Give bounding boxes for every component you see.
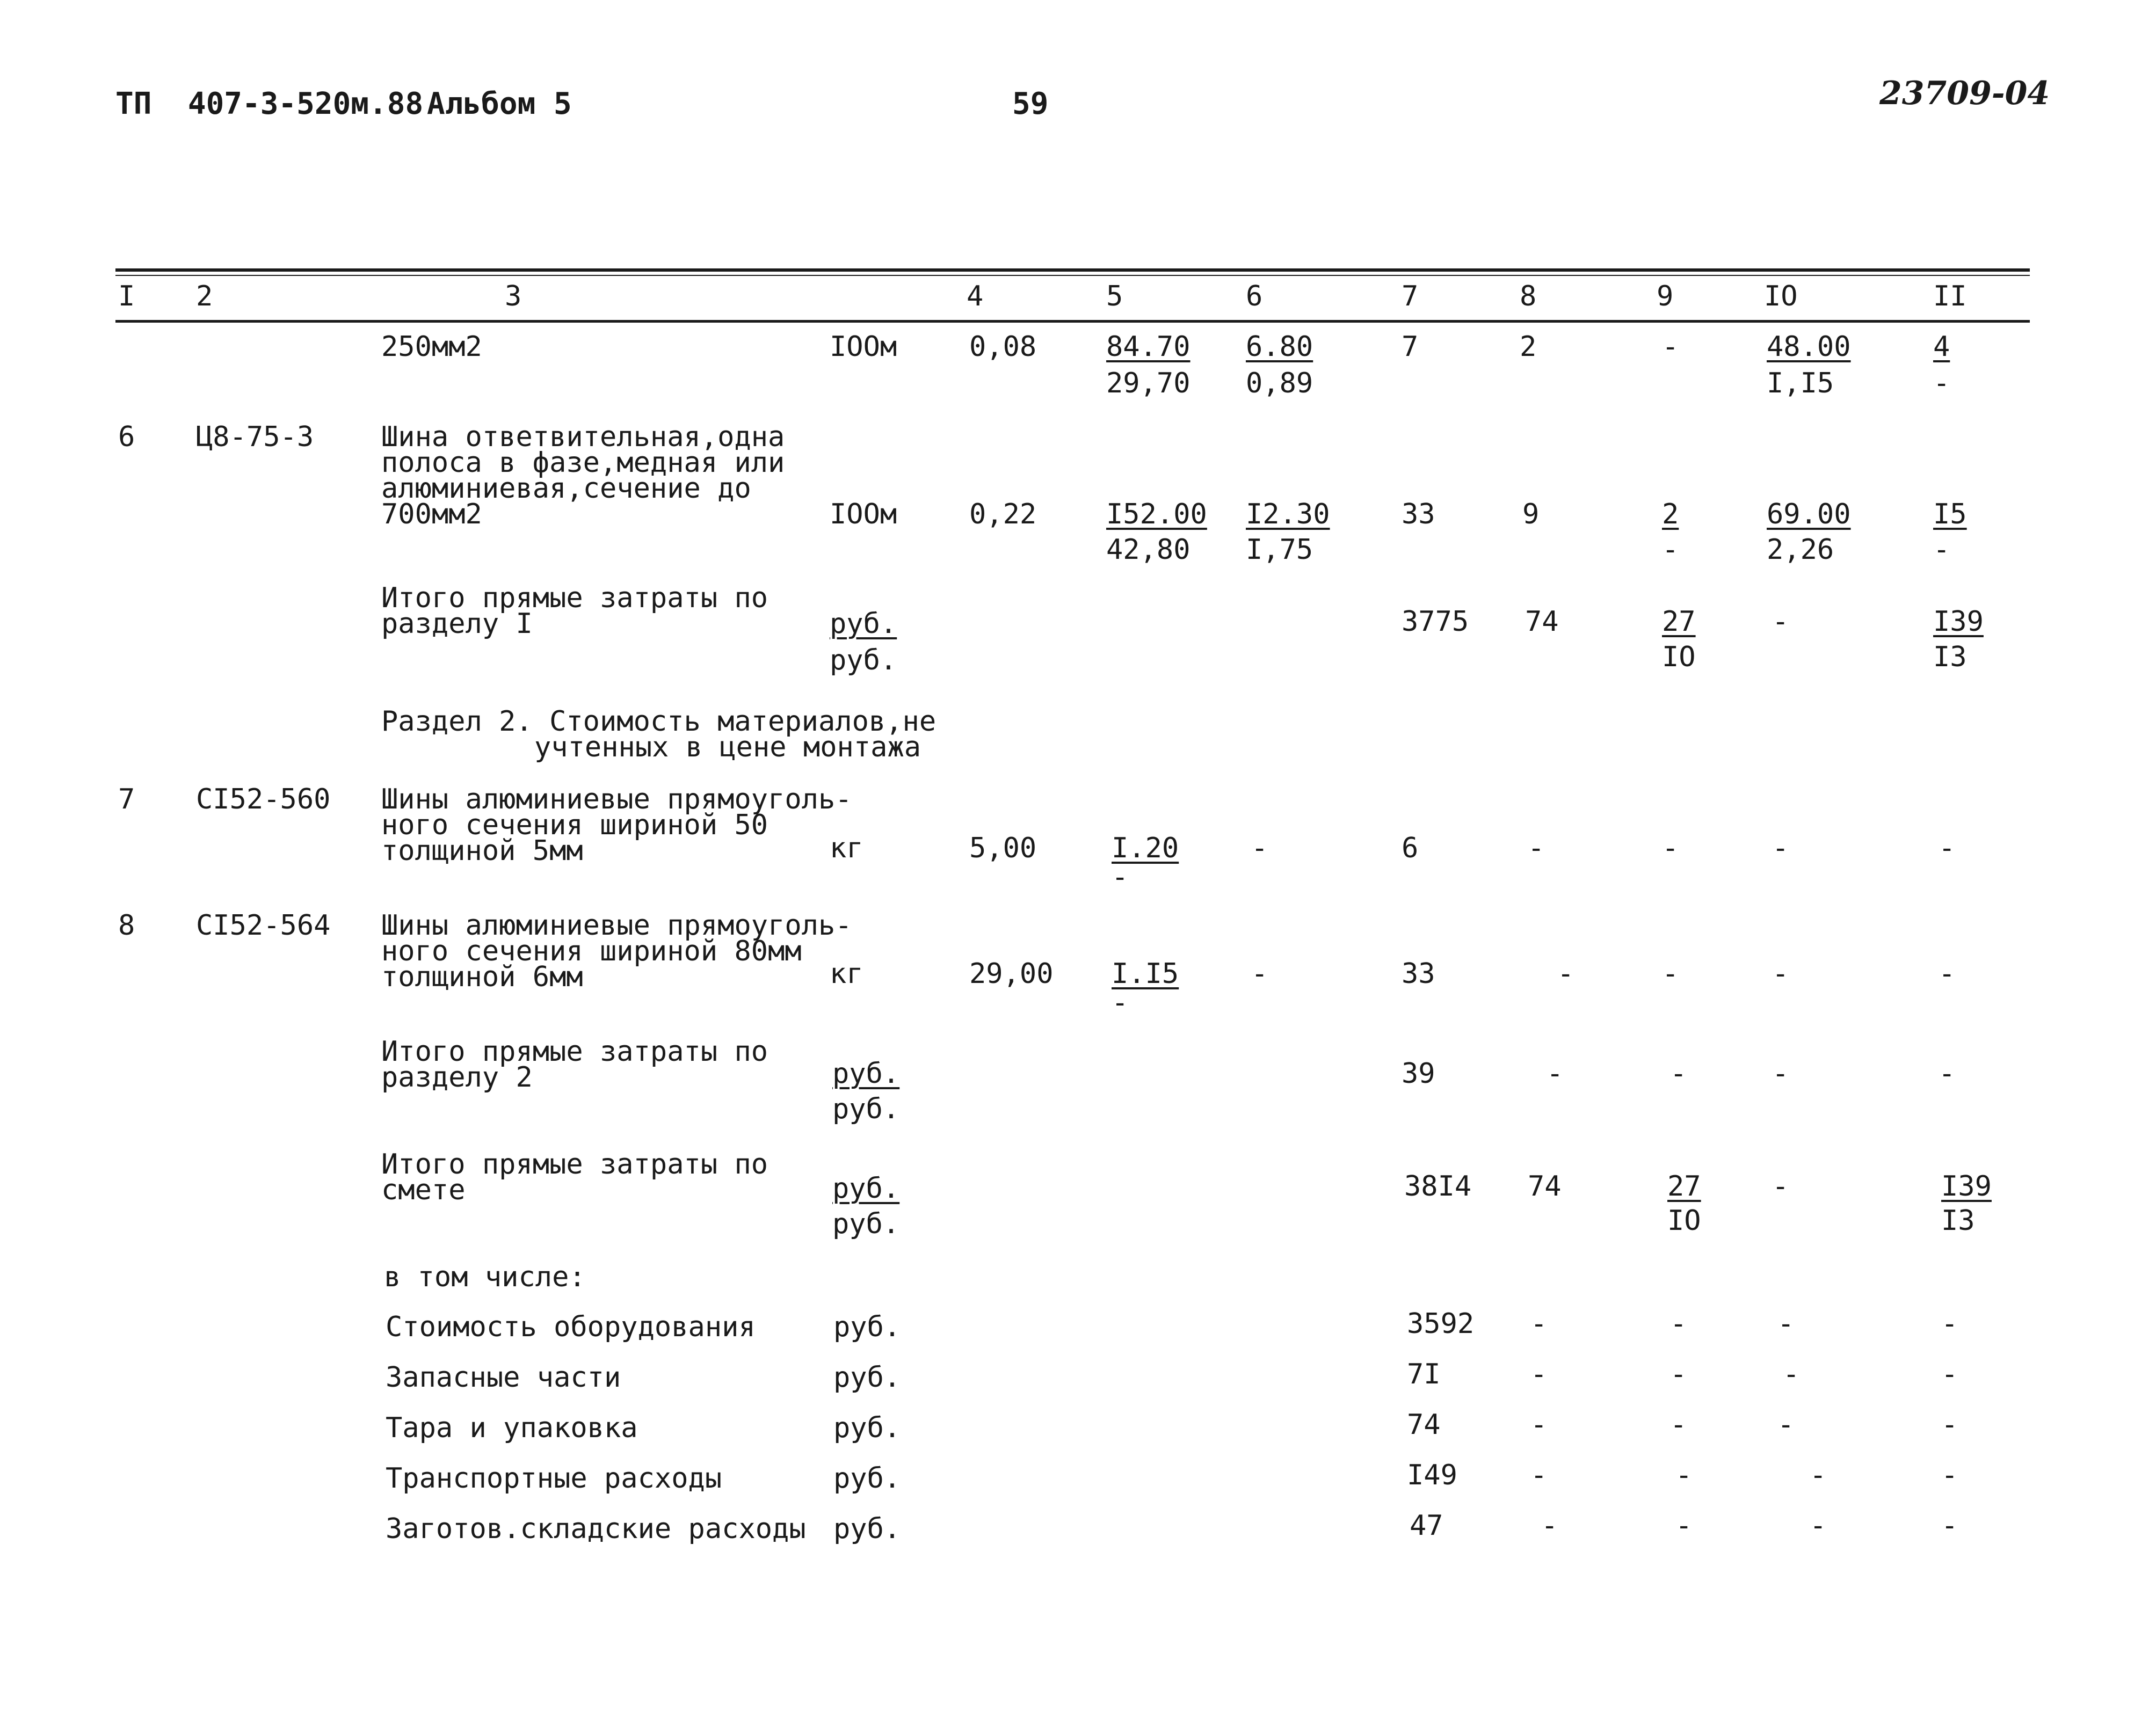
- col7: 3592: [1407, 1308, 1475, 1340]
- row-number: 7: [118, 783, 135, 815]
- subtotal-label-line: Итого прямые затраты по: [381, 582, 768, 614]
- subtotal-label-line: разделу I: [381, 608, 533, 640]
- col5-top: I.20: [1112, 832, 1179, 864]
- col7: 7I: [1407, 1358, 1441, 1390]
- col11: -: [1941, 1459, 1958, 1491]
- column-header: 7: [1402, 280, 1419, 312]
- quantity: 5,00: [969, 832, 1037, 864]
- col9: -: [1662, 958, 1679, 990]
- unit-top: руб.: [832, 1058, 900, 1090]
- col8: 74: [1525, 606, 1559, 638]
- col7: 74: [1407, 1409, 1441, 1441]
- quantity: 29,00: [969, 958, 1054, 990]
- col11-bottom: I3: [1941, 1205, 1975, 1237]
- column-header: 2: [196, 280, 213, 312]
- subtotal-label-line: разделу 2: [381, 1061, 533, 1094]
- col6-bottom: I,75: [1246, 534, 1313, 566]
- column-header: 3: [505, 280, 522, 312]
- col9: -: [1662, 331, 1679, 363]
- document-code: ТП 407-3-520м.88: [115, 86, 424, 121]
- col7: 3775: [1402, 606, 1469, 638]
- column-header: I: [118, 280, 135, 312]
- col10: -: [1777, 1409, 1795, 1441]
- including-label: в том числе:: [384, 1261, 586, 1293]
- col6: -: [1251, 958, 1268, 990]
- col10-bottom: 2,26: [1767, 534, 1834, 566]
- col5-bottom: -: [1112, 861, 1129, 893]
- col9: -: [1670, 1308, 1687, 1340]
- col11-top: I5: [1933, 498, 1967, 530]
- unit: кг: [830, 832, 863, 864]
- page-number: 59: [1012, 86, 1049, 121]
- item-name-line: Шина ответвительная,одна: [381, 421, 785, 453]
- col10: -: [1777, 1308, 1795, 1340]
- unit: руб.: [833, 1311, 901, 1343]
- unit: руб.: [833, 1513, 901, 1545]
- col9: -: [1662, 832, 1679, 864]
- col11-bottom: -: [1933, 534, 1950, 566]
- col10: -: [1783, 1358, 1800, 1390]
- col5-top: I52.00: [1106, 498, 1207, 530]
- col9: -: [1675, 1510, 1693, 1542]
- col8: -: [1541, 1510, 1558, 1542]
- row-number: 8: [118, 909, 135, 942]
- header-bottom-rule: [115, 320, 2030, 323]
- subtotal-label-line: Итого прямые затраты по: [381, 1036, 768, 1068]
- col6: -: [1251, 832, 1268, 864]
- col10-bottom: I,I5: [1767, 367, 1834, 399]
- item-name-line: Шины алюминиевые прямоуголь-: [381, 783, 852, 815]
- col9-bottom: -: [1662, 534, 1679, 566]
- col7: I49: [1407, 1459, 1457, 1491]
- col11-top: I39: [1933, 606, 1984, 638]
- col7: 7: [1402, 331, 1419, 363]
- total-label-line: смете: [381, 1174, 466, 1206]
- col10: -: [1772, 1170, 1789, 1203]
- breakdown-name: Тара и упаковка: [386, 1412, 638, 1444]
- col5-bottom: -: [1112, 987, 1129, 1019]
- col5-bottom: 29,70: [1106, 367, 1190, 399]
- unit: IOOм: [830, 498, 897, 530]
- col8: 74: [1528, 1170, 1562, 1203]
- item-name-line: ного сечения шириной 50: [381, 809, 768, 841]
- item-name: 250мм2: [381, 331, 482, 363]
- unit-bottom: руб.: [832, 1093, 900, 1125]
- column-header: 4: [967, 280, 984, 312]
- col6-bottom: 0,89: [1246, 367, 1313, 399]
- col9-bottom: IO: [1662, 641, 1696, 673]
- unit-bottom: руб.: [832, 1208, 900, 1240]
- col11: -: [1941, 1409, 1958, 1441]
- album-label: Альбом 5: [427, 86, 572, 121]
- col8: -: [1530, 1459, 1548, 1491]
- col10: -: [1810, 1459, 1827, 1491]
- col10-top: 69.00: [1767, 498, 1851, 530]
- col11: -: [1941, 1308, 1958, 1340]
- col10: -: [1772, 606, 1789, 638]
- col8: -: [1530, 1358, 1548, 1390]
- col5-bottom: 42,80: [1106, 534, 1190, 566]
- col8: -: [1557, 958, 1574, 990]
- unit: руб.: [833, 1462, 901, 1495]
- col5-top: 84.70: [1106, 331, 1190, 363]
- column-header: 9: [1657, 280, 1674, 312]
- unit-top: руб.: [830, 608, 897, 640]
- table-top-rule: [115, 268, 2030, 272]
- col10: -: [1772, 958, 1789, 990]
- col9-top: 27: [1667, 1170, 1701, 1203]
- total-label-line: Итого прямые затраты по: [381, 1148, 768, 1181]
- item-name-line: полоса в фазе,медная или: [381, 447, 785, 479]
- col9: -: [1670, 1058, 1687, 1090]
- col11-bottom: I3: [1933, 641, 1967, 673]
- col10: -: [1810, 1510, 1827, 1542]
- col7: 39: [1402, 1058, 1435, 1090]
- col8: -: [1530, 1409, 1548, 1441]
- col9: -: [1670, 1358, 1687, 1390]
- col11: -: [1941, 1358, 1958, 1390]
- column-header: II: [1933, 280, 1967, 312]
- col9: -: [1675, 1459, 1693, 1491]
- row-number: 6: [118, 421, 135, 453]
- table-top-rule-thin: [115, 275, 2030, 276]
- breakdown-name: Запасные части: [386, 1361, 621, 1394]
- item-code: CI52-560: [196, 783, 331, 815]
- inventory-number: 23709-04: [1879, 75, 2050, 112]
- col9: -: [1670, 1409, 1687, 1441]
- col11: -: [1941, 1510, 1958, 1542]
- col7: 47: [1410, 1510, 1443, 1542]
- col8: 9: [1522, 498, 1540, 530]
- unit-top: руб.: [832, 1172, 900, 1205]
- item-name-line: Шины алюминиевые прямоуголь-: [381, 909, 852, 942]
- breakdown-name: Стоимость оборудования: [386, 1311, 756, 1343]
- quantity: 0,22: [969, 498, 1037, 530]
- quantity: 0,08: [969, 331, 1037, 363]
- column-header: 8: [1520, 280, 1537, 312]
- col8: -: [1530, 1308, 1548, 1340]
- col5-top: I.I5: [1112, 958, 1179, 990]
- col9-top: 2: [1662, 498, 1679, 530]
- column-header: IO: [1764, 280, 1798, 312]
- section-title-line: учтенных в цене монтажа: [534, 731, 921, 763]
- col10-top: 48.00: [1767, 331, 1851, 363]
- unit-bottom: руб.: [830, 644, 897, 676]
- col11-top: 4: [1933, 331, 1950, 363]
- breakdown-name: Транспортные расходы: [386, 1462, 722, 1495]
- item-name-line: алюминиевая,сечение до: [381, 472, 751, 505]
- item-name-line: ного сечения шириной 80мм: [381, 935, 802, 967]
- col8: -: [1528, 832, 1545, 864]
- col8: -: [1547, 1058, 1564, 1090]
- col9-bottom: IO: [1667, 1205, 1701, 1237]
- column-header: 5: [1106, 280, 1123, 312]
- breakdown-name: Заготов.складские расходы: [386, 1513, 806, 1545]
- item-name-line: толщиной 5мм: [381, 835, 583, 867]
- column-header: 6: [1246, 280, 1263, 312]
- col11-bottom: -: [1933, 367, 1950, 399]
- unit: IOOм: [830, 331, 897, 363]
- col6-top: I2.30: [1246, 498, 1330, 530]
- col9-top: 27: [1662, 606, 1696, 638]
- col7: 33: [1402, 958, 1435, 990]
- col11: -: [1939, 1058, 1956, 1090]
- item-code: Ц8-75-3: [196, 421, 314, 453]
- unit: руб.: [833, 1412, 901, 1444]
- unit: руб.: [833, 1361, 901, 1394]
- col8: 2: [1520, 331, 1537, 363]
- col11-top: I39: [1941, 1170, 1992, 1203]
- col10: -: [1772, 1058, 1789, 1090]
- col7: 38I4: [1404, 1170, 1472, 1203]
- item-name-line: толщиной 6мм: [381, 961, 583, 993]
- col7: 33: [1402, 498, 1435, 530]
- col6-top: 6.80: [1246, 331, 1313, 363]
- col10: -: [1772, 832, 1789, 864]
- item-code: CI52-564: [196, 909, 331, 942]
- col7: 6: [1402, 832, 1419, 864]
- col11: -: [1939, 958, 1956, 990]
- section-title-line: Раздел 2. Стоимость материалов,не: [381, 705, 937, 738]
- unit: кг: [830, 958, 863, 990]
- col11: -: [1939, 832, 1956, 864]
- item-name-line: 700мм2: [381, 498, 482, 530]
